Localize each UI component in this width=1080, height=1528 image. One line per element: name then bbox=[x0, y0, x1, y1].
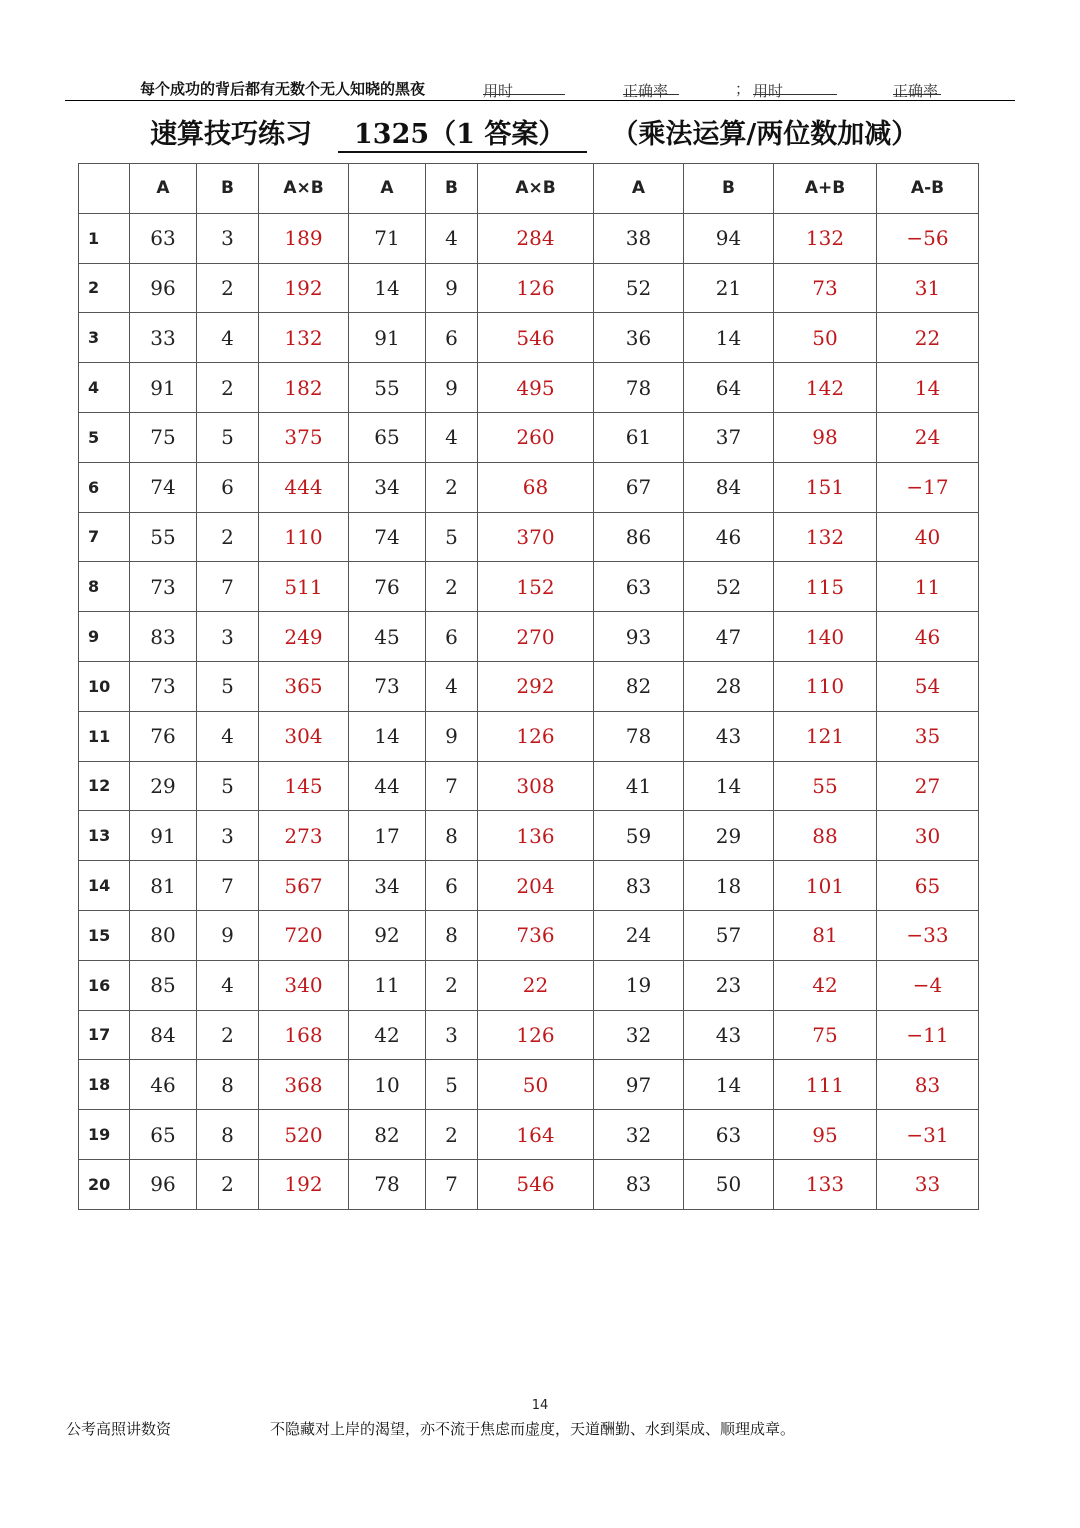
row-number: 7 bbox=[79, 512, 130, 562]
product-answer: 736 bbox=[478, 910, 594, 960]
table-row bbox=[79, 1159, 979, 1209]
value-a: 74 bbox=[130, 462, 197, 512]
value-a: 78 bbox=[349, 1159, 426, 1209]
value-b: 7 bbox=[426, 761, 478, 811]
value-a: 63 bbox=[130, 213, 197, 263]
value-b: 9 bbox=[426, 263, 478, 313]
value-a: 86 bbox=[594, 512, 684, 562]
value-b: 64 bbox=[684, 363, 774, 413]
product-answer: 308 bbox=[478, 761, 594, 811]
table-row bbox=[79, 412, 979, 462]
table-row bbox=[79, 711, 979, 761]
sum-answer: 132 bbox=[774, 512, 877, 562]
value-a: 78 bbox=[594, 711, 684, 761]
value-a: 14 bbox=[349, 263, 426, 313]
value-a: 83 bbox=[594, 1159, 684, 1209]
value-b: 21 bbox=[684, 263, 774, 313]
title-main: 速算技巧练习 bbox=[150, 119, 312, 150]
difference-answer: −31 bbox=[877, 1110, 979, 1160]
value-b: 3 bbox=[197, 213, 259, 263]
table-row bbox=[79, 1110, 979, 1160]
value-a: 73 bbox=[349, 661, 426, 711]
difference-answer: 11 bbox=[877, 562, 979, 612]
product-answer: 189 bbox=[259, 213, 349, 263]
header-a: A bbox=[349, 164, 426, 214]
title-subtitle: （乘法运算/两位数加减） bbox=[611, 119, 919, 150]
product-answer: 546 bbox=[478, 313, 594, 363]
value-a: 59 bbox=[594, 811, 684, 861]
difference-answer: 40 bbox=[877, 512, 979, 562]
sum-answer: 42 bbox=[774, 960, 877, 1010]
value-a: 80 bbox=[130, 910, 197, 960]
row-number: 4 bbox=[79, 363, 130, 413]
row-number: 18 bbox=[79, 1060, 130, 1110]
value-a: 67 bbox=[594, 462, 684, 512]
value-a: 93 bbox=[594, 612, 684, 662]
product-answer: 68 bbox=[478, 462, 594, 512]
header-product: A×B bbox=[259, 164, 349, 214]
value-a: 73 bbox=[130, 562, 197, 612]
value-a: 41 bbox=[594, 761, 684, 811]
value-b: 8 bbox=[197, 1060, 259, 1110]
table-row bbox=[79, 661, 979, 711]
product-answer: 365 bbox=[259, 661, 349, 711]
value-a: 61 bbox=[594, 412, 684, 462]
value-b: 37 bbox=[684, 412, 774, 462]
product-answer: 260 bbox=[478, 412, 594, 462]
row-number: 5 bbox=[79, 412, 130, 462]
page-number: 14 bbox=[531, 1398, 549, 1413]
product-answer: 720 bbox=[259, 910, 349, 960]
sum-answer: 132 bbox=[774, 213, 877, 263]
value-b: 9 bbox=[426, 363, 478, 413]
table-row bbox=[79, 1010, 979, 1060]
row-number: 19 bbox=[79, 1110, 130, 1160]
difference-answer: −33 bbox=[877, 910, 979, 960]
product-answer: 304 bbox=[259, 711, 349, 761]
product-answer: 126 bbox=[478, 263, 594, 313]
row-number: 20 bbox=[79, 1159, 130, 1209]
value-a: 97 bbox=[594, 1060, 684, 1110]
table-row bbox=[79, 811, 979, 861]
product-answer: 126 bbox=[478, 1010, 594, 1060]
value-b: 4 bbox=[197, 711, 259, 761]
value-a: 44 bbox=[349, 761, 426, 811]
value-a: 96 bbox=[130, 263, 197, 313]
value-b: 2 bbox=[426, 562, 478, 612]
difference-answer: 83 bbox=[877, 1060, 979, 1110]
row-number: 10 bbox=[79, 661, 130, 711]
value-b: 94 bbox=[684, 213, 774, 263]
difference-answer: −17 bbox=[877, 462, 979, 512]
time-blank-2 bbox=[753, 80, 837, 95]
value-b: 9 bbox=[197, 910, 259, 960]
value-b: 4 bbox=[197, 313, 259, 363]
value-b: 52 bbox=[684, 562, 774, 612]
difference-answer: 46 bbox=[877, 612, 979, 662]
table-row bbox=[79, 213, 979, 263]
product-answer: 273 bbox=[259, 811, 349, 861]
value-b: 2 bbox=[426, 462, 478, 512]
product-answer: 182 bbox=[259, 363, 349, 413]
sum-answer: 111 bbox=[774, 1060, 877, 1110]
difference-answer: 33 bbox=[877, 1159, 979, 1209]
value-b: 14 bbox=[684, 1060, 774, 1110]
value-a: 55 bbox=[349, 363, 426, 413]
row-number: 15 bbox=[79, 910, 130, 960]
value-a: 55 bbox=[130, 512, 197, 562]
value-a: 91 bbox=[130, 811, 197, 861]
value-b: 18 bbox=[684, 861, 774, 911]
sum-answer: 151 bbox=[774, 462, 877, 512]
product-answer: 136 bbox=[478, 811, 594, 861]
value-b: 5 bbox=[197, 661, 259, 711]
row-number: 1 bbox=[79, 213, 130, 263]
value-a: 42 bbox=[349, 1010, 426, 1060]
sum-answer: 88 bbox=[774, 811, 877, 861]
product-answer: 192 bbox=[259, 1159, 349, 1209]
value-b: 2 bbox=[197, 1010, 259, 1060]
time-label-2: 用时 bbox=[753, 82, 784, 100]
value-a: 83 bbox=[130, 612, 197, 662]
value-a: 11 bbox=[349, 960, 426, 1010]
table-row bbox=[79, 512, 979, 562]
value-a: 10 bbox=[349, 1060, 426, 1110]
value-a: 82 bbox=[349, 1110, 426, 1160]
value-a: 85 bbox=[130, 960, 197, 1010]
header-b: B bbox=[197, 164, 259, 214]
sum-answer: 101 bbox=[774, 861, 877, 911]
value-a: 76 bbox=[349, 562, 426, 612]
value-a: 34 bbox=[349, 861, 426, 911]
table-row bbox=[79, 910, 979, 960]
difference-answer: 35 bbox=[877, 711, 979, 761]
value-b: 6 bbox=[426, 861, 478, 911]
row-number: 9 bbox=[79, 612, 130, 662]
product-answer: 520 bbox=[259, 1110, 349, 1160]
product-answer: 164 bbox=[478, 1110, 594, 1160]
value-a: 33 bbox=[130, 313, 197, 363]
value-a: 75 bbox=[130, 412, 197, 462]
sum-answer: 81 bbox=[774, 910, 877, 960]
value-b: 9 bbox=[426, 711, 478, 761]
value-a: 65 bbox=[130, 1110, 197, 1160]
value-b: 43 bbox=[684, 711, 774, 761]
value-a: 82 bbox=[594, 661, 684, 711]
product-answer: 495 bbox=[478, 363, 594, 413]
product-answer: 126 bbox=[478, 711, 594, 761]
header-b: B bbox=[426, 164, 478, 214]
table-row bbox=[79, 363, 979, 413]
value-a: 52 bbox=[594, 263, 684, 313]
product-answer: 375 bbox=[259, 412, 349, 462]
value-b: 2 bbox=[197, 1159, 259, 1209]
value-a: 63 bbox=[594, 562, 684, 612]
difference-answer: 22 bbox=[877, 313, 979, 363]
value-b: 2 bbox=[426, 1110, 478, 1160]
value-a: 74 bbox=[349, 512, 426, 562]
value-a: 19 bbox=[594, 960, 684, 1010]
value-b: 29 bbox=[684, 811, 774, 861]
product-answer: 546 bbox=[478, 1159, 594, 1209]
time-blank-1 bbox=[483, 80, 565, 95]
value-b: 14 bbox=[684, 313, 774, 363]
product-answer: 292 bbox=[478, 661, 594, 711]
sum-answer: 133 bbox=[774, 1159, 877, 1209]
table-row bbox=[79, 761, 979, 811]
sum-answer: 98 bbox=[774, 412, 877, 462]
product-answer: 249 bbox=[259, 612, 349, 662]
difference-answer: 31 bbox=[877, 263, 979, 313]
header-separator: ； bbox=[735, 80, 751, 98]
page-header bbox=[65, 76, 1015, 101]
footer-left: 公考高照讲数资 bbox=[66, 1420, 172, 1438]
row-number: 2 bbox=[79, 263, 130, 313]
value-b: 6 bbox=[426, 612, 478, 662]
value-b: 23 bbox=[684, 960, 774, 1010]
value-a: 36 bbox=[594, 313, 684, 363]
product-answer: 168 bbox=[259, 1010, 349, 1060]
product-answer: 152 bbox=[478, 562, 594, 612]
product-answer: 270 bbox=[478, 612, 594, 662]
value-a: 76 bbox=[130, 711, 197, 761]
value-b: 4 bbox=[426, 661, 478, 711]
footer-right: 不隐藏对上岸的渴望，亦不流于焦虑而虚度，天道酬勤、水到渠成、顺理成章。 bbox=[270, 1420, 796, 1438]
value-a: 84 bbox=[130, 1010, 197, 1060]
sum-answer: 55 bbox=[774, 761, 877, 811]
value-b: 4 bbox=[426, 412, 478, 462]
page-title bbox=[150, 112, 918, 153]
row-number: 13 bbox=[79, 811, 130, 861]
difference-answer: 24 bbox=[877, 412, 979, 462]
value-b: 3 bbox=[197, 612, 259, 662]
value-b: 8 bbox=[197, 1110, 259, 1160]
difference-answer: 30 bbox=[877, 811, 979, 861]
value-b: 5 bbox=[426, 1060, 478, 1110]
table-row bbox=[79, 960, 979, 1010]
sum-answer: 115 bbox=[774, 562, 877, 612]
value-a: 73 bbox=[130, 661, 197, 711]
product-answer: 110 bbox=[259, 512, 349, 562]
value-b: 46 bbox=[684, 512, 774, 562]
product-answer: 567 bbox=[259, 861, 349, 911]
product-answer: 204 bbox=[478, 861, 594, 911]
value-a: 32 bbox=[594, 1110, 684, 1160]
value-b: 2 bbox=[197, 363, 259, 413]
product-answer: 340 bbox=[259, 960, 349, 1010]
product-answer: 370 bbox=[478, 512, 594, 562]
table-row bbox=[79, 861, 979, 911]
value-b: 2 bbox=[197, 512, 259, 562]
row-number: 3 bbox=[79, 313, 130, 363]
value-b: 7 bbox=[197, 562, 259, 612]
table-row bbox=[79, 462, 979, 512]
value-b: 4 bbox=[426, 213, 478, 263]
value-a: 92 bbox=[349, 910, 426, 960]
value-a: 24 bbox=[594, 910, 684, 960]
value-a: 32 bbox=[594, 1010, 684, 1060]
value-b: 28 bbox=[684, 661, 774, 711]
value-a: 38 bbox=[594, 213, 684, 263]
product-answer: 132 bbox=[259, 313, 349, 363]
value-b: 3 bbox=[197, 811, 259, 861]
value-a: 29 bbox=[130, 761, 197, 811]
sum-answer: 73 bbox=[774, 263, 877, 313]
value-b: 5 bbox=[426, 512, 478, 562]
difference-answer: −4 bbox=[877, 960, 979, 1010]
table-row bbox=[79, 612, 979, 662]
sum-answer: 140 bbox=[774, 612, 877, 662]
value-b: 5 bbox=[197, 412, 259, 462]
sum-answer: 75 bbox=[774, 1010, 877, 1060]
value-b: 2 bbox=[197, 263, 259, 313]
table-row bbox=[79, 263, 979, 313]
sum-answer: 50 bbox=[774, 313, 877, 363]
accuracy-blank-1 bbox=[623, 80, 679, 95]
value-b: 6 bbox=[197, 462, 259, 512]
value-b: 50 bbox=[684, 1159, 774, 1209]
value-b: 57 bbox=[684, 910, 774, 960]
difference-answer: 54 bbox=[877, 661, 979, 711]
value-a: 91 bbox=[349, 313, 426, 363]
header-difference: A-B bbox=[877, 164, 979, 214]
value-b: 6 bbox=[426, 313, 478, 363]
sum-answer: 142 bbox=[774, 363, 877, 413]
product-answer: 22 bbox=[478, 960, 594, 1010]
row-number: 6 bbox=[79, 462, 130, 512]
product-answer: 368 bbox=[259, 1060, 349, 1110]
header-row bbox=[79, 164, 979, 214]
value-b: 8 bbox=[426, 910, 478, 960]
accuracy-label-2: 正确率 bbox=[893, 82, 939, 100]
header-a: A bbox=[130, 164, 197, 214]
value-b: 7 bbox=[426, 1159, 478, 1209]
value-a: 81 bbox=[130, 861, 197, 911]
value-b: 8 bbox=[426, 811, 478, 861]
sum-answer: 110 bbox=[774, 661, 877, 711]
difference-answer: 27 bbox=[877, 761, 979, 811]
row-number: 17 bbox=[79, 1010, 130, 1060]
table-header bbox=[79, 164, 979, 214]
value-b: 14 bbox=[684, 761, 774, 811]
row-number: 11 bbox=[79, 711, 130, 761]
accuracy-label-1: 正确率 bbox=[623, 82, 669, 100]
table-row bbox=[79, 1060, 979, 1110]
value-b: 7 bbox=[197, 861, 259, 911]
value-a: 34 bbox=[349, 462, 426, 512]
product-answer: 145 bbox=[259, 761, 349, 811]
header-product: A×B bbox=[478, 164, 594, 214]
value-b: 4 bbox=[197, 960, 259, 1010]
title-code: 1325（1 答案） bbox=[338, 119, 587, 153]
header-motto: 每个成功的背后都有无数个无人知晓的黑夜 bbox=[140, 80, 426, 98]
row-number: 16 bbox=[79, 960, 130, 1010]
value-a: 65 bbox=[349, 412, 426, 462]
practice-table bbox=[78, 163, 979, 1210]
product-answer: 192 bbox=[259, 263, 349, 313]
value-a: 17 bbox=[349, 811, 426, 861]
value-b: 43 bbox=[684, 1010, 774, 1060]
difference-answer: −56 bbox=[877, 213, 979, 263]
header-b: B bbox=[684, 164, 774, 214]
product-answer: 511 bbox=[259, 562, 349, 612]
row-number: 14 bbox=[79, 861, 130, 911]
row-number: 8 bbox=[79, 562, 130, 612]
value-a: 96 bbox=[130, 1159, 197, 1209]
difference-answer: −11 bbox=[877, 1010, 979, 1060]
value-a: 78 bbox=[594, 363, 684, 413]
value-b: 5 bbox=[197, 761, 259, 811]
time-label-1: 用时 bbox=[483, 82, 514, 100]
product-answer: 444 bbox=[259, 462, 349, 512]
value-a: 14 bbox=[349, 711, 426, 761]
product-answer: 50 bbox=[478, 1060, 594, 1110]
header-a: A bbox=[594, 164, 684, 214]
value-b: 2 bbox=[426, 960, 478, 1010]
sum-answer: 121 bbox=[774, 711, 877, 761]
difference-answer: 65 bbox=[877, 861, 979, 911]
value-b: 84 bbox=[684, 462, 774, 512]
value-a: 46 bbox=[130, 1060, 197, 1110]
table-row bbox=[79, 562, 979, 612]
difference-answer: 14 bbox=[877, 363, 979, 413]
table-row bbox=[79, 313, 979, 363]
sum-answer: 95 bbox=[774, 1110, 877, 1160]
row-number: 12 bbox=[79, 761, 130, 811]
product-answer: 284 bbox=[478, 213, 594, 263]
value-b: 47 bbox=[684, 612, 774, 662]
accuracy-blank-2 bbox=[893, 80, 941, 95]
value-a: 91 bbox=[130, 363, 197, 413]
value-a: 71 bbox=[349, 213, 426, 263]
value-a: 83 bbox=[594, 861, 684, 911]
corner-cell bbox=[79, 164, 130, 214]
table-body bbox=[79, 213, 979, 1209]
value-b: 63 bbox=[684, 1110, 774, 1160]
header-sum: A+B bbox=[774, 164, 877, 214]
value-a: 45 bbox=[349, 612, 426, 662]
value-b: 3 bbox=[426, 1010, 478, 1060]
